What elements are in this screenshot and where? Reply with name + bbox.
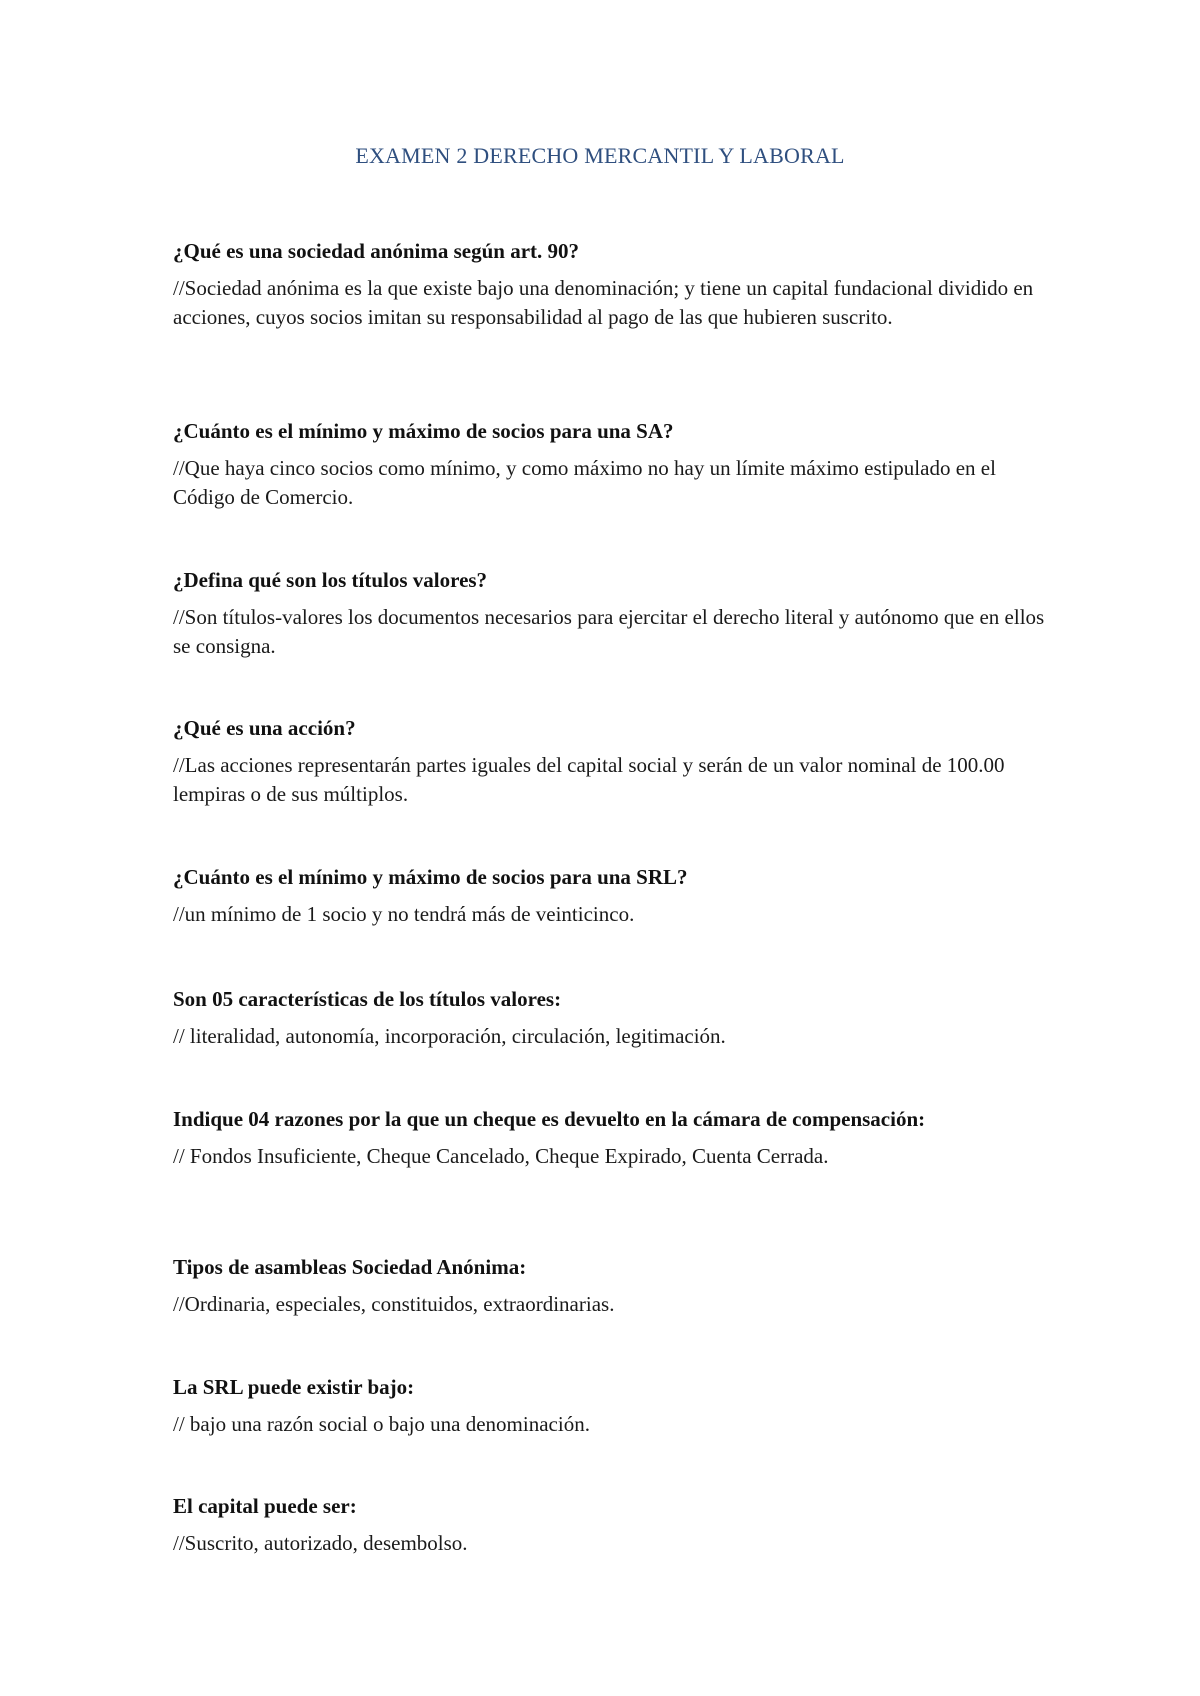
question-text: ¿Qué es una acción? [173,716,356,740]
qa-item [173,1492,1053,1558]
question-text: Tipos de asambleas Sociedad Anónima: [173,1255,527,1279]
question-text: Son 05 características de los títulos valores: [173,987,562,1011]
qa-item [173,714,1053,809]
document-title: EXAMEN 2 DERECHO MERCANTIL Y LABORAL [355,143,845,168]
qa-item [173,417,1053,512]
answer-text: //Son títulos-valores los documentos necesarios para ejercitar el derecho literal y autónomo que en ellos se consigna. [173,605,1045,658]
answer-text: //Suscrito, autorizado, desembolso. [173,1531,468,1555]
qa-item [173,237,1053,332]
answer-text: //Las acciones representarán partes iguales del capital social y serán de un valor nominal de 100.00 lempiras o de sus múltiplos. [173,753,1005,806]
question-text: ¿Cuánto es el mínimo y máximo de socios para una SRL? [173,865,688,889]
qa-item [173,1373,1053,1439]
answer-text: //Sociedad anónima es la que existe bajo una denominación; y tiene un capital fundacional dividido en acciones, cuyos socios imitan su responsabilidad al pago de las que hubieren suscrito. [173,276,1034,329]
question-text: Indique 04 razones por la que un cheque es devuelto en la cámara de compensación: [173,1107,926,1131]
answer-text: //Ordinaria, especiales, constituidos, extraordinarias. [173,1292,615,1316]
qa-item [173,863,1053,929]
answer-text: // literalidad, autonomía, incorporación, circulación, legitimación. [173,1024,726,1048]
qa-item [173,985,1053,1051]
question-text: ¿Defina qué son los títulos valores? [173,568,488,592]
qa-item [173,1253,1053,1319]
question-text: La SRL puede existir bajo: [173,1375,415,1399]
answer-text: // bajo una razón social o bajo una denominación. [173,1412,590,1436]
answer-text: // Fondos Insuficiente, Cheque Cancelado, Cheque Expirado, Cuenta Cerrada. [173,1144,829,1168]
answer-text: //Que haya cinco socios como mínimo, y como máximo no hay un límite máximo estipulado en el Código de Comercio. [173,456,996,509]
question-text: ¿Cuánto es el mínimo y máximo de socios para una SA? [173,419,674,443]
answer-text: //un mínimo de 1 socio y no tendrá más de veinticinco. [173,902,635,926]
qa-item [173,566,1053,661]
qa-item [173,1105,1053,1171]
question-text: El capital puede ser: [173,1494,357,1518]
question-text: ¿Qué es una sociedad anónima según art. 90? [173,239,580,263]
